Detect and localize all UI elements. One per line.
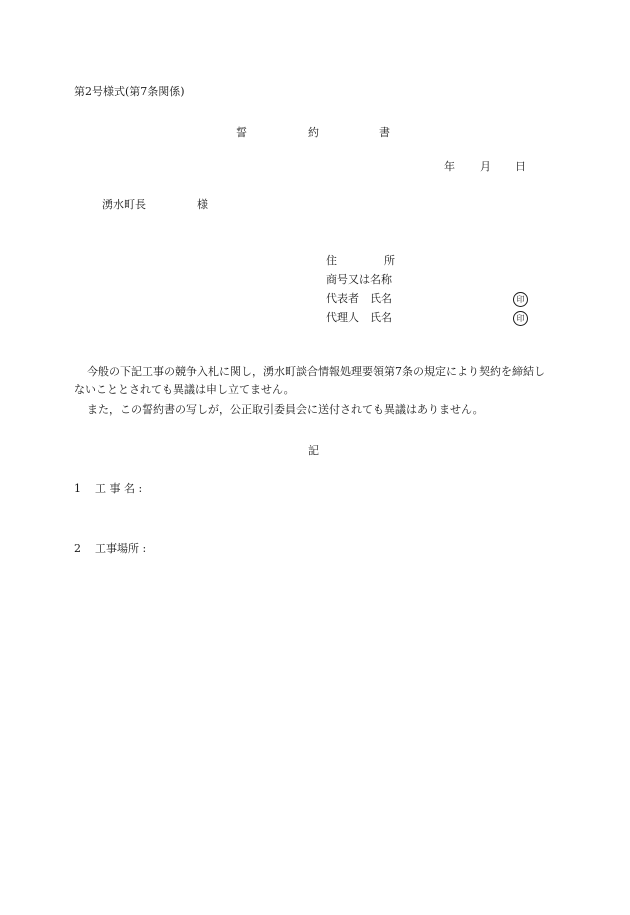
date-month: 月 — [480, 160, 491, 173]
item-number: 1 — [74, 482, 81, 495]
form-label: 第2号様式(第7条関係) — [74, 85, 185, 98]
addressee-honorific: 様 — [197, 198, 208, 211]
address-label-a: 住 — [326, 254, 337, 267]
title-char-2: 約 — [308, 126, 319, 139]
seal-mark-icon: 印 — [513, 292, 528, 307]
title-char-1: 誓 — [236, 126, 247, 139]
agent-label: 代理人 氏名 — [326, 311, 392, 324]
record-heading: 記 — [308, 444, 319, 457]
addressee-name: 湧水町長 — [102, 198, 146, 211]
address-label-b: 所 — [384, 254, 395, 267]
body-paragraph-1: 今般の下記工事の競争入札に関し，湧水町談合情報処理要領第7条の規定により契約を締結しないこととされても異議は申し立てません。 — [74, 365, 545, 396]
trade-name-label: 商号又は名称 — [326, 273, 392, 286]
date-year: 年 — [444, 160, 455, 173]
seal-mark-icon: 印 — [513, 311, 528, 326]
representative-label: 代表者 氏名 — [326, 292, 392, 305]
item-label: 工事場所 : — [95, 542, 147, 555]
body-paragraph-2: また，この誓約書の写しが，公正取引委員会に送付されても異議はありません。 — [87, 403, 484, 416]
date-day: 日 — [515, 160, 526, 173]
title-char-3: 書 — [379, 126, 390, 139]
item-label: 工 事 名 : — [95, 482, 143, 495]
item-number: 2 — [74, 542, 81, 555]
